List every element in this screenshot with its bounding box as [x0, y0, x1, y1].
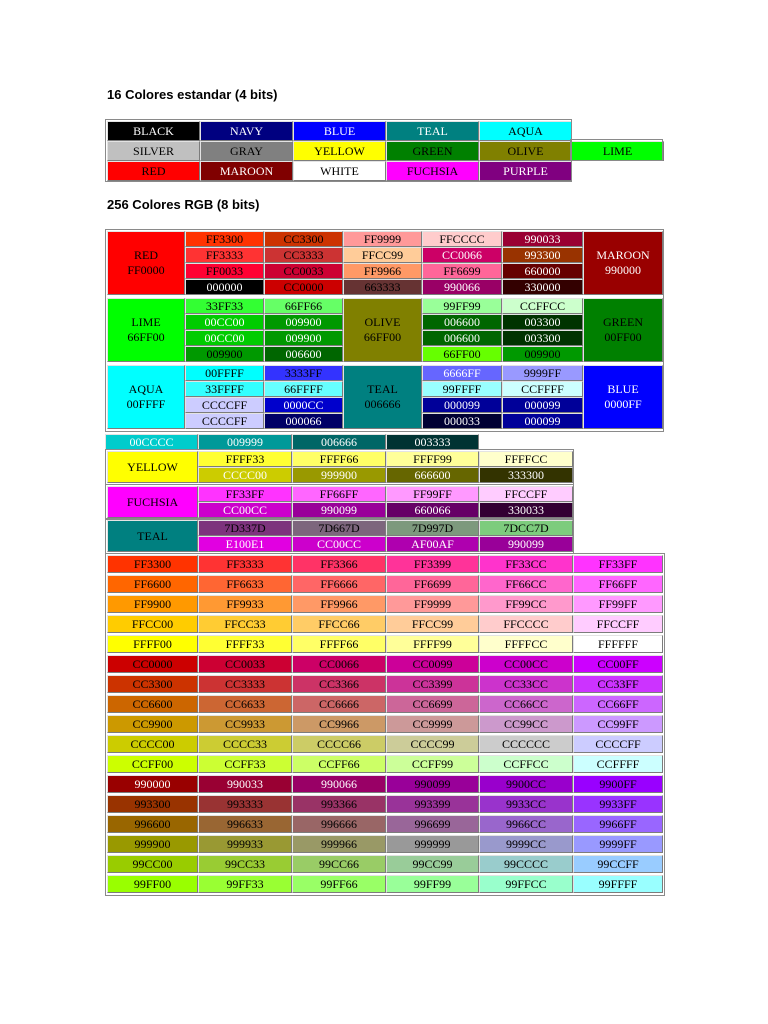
swatch-cc3399-code: CC3399 [412, 676, 453, 691]
swatch-6666ff-code: 6666FF [443, 365, 481, 380]
swatch-cc00cc-code: CC00CC [503, 656, 548, 671]
swatch-cc3366-code: CC3366 [318, 676, 359, 691]
swatch-fuchsia-label-label: FUCHSIA [126, 494, 179, 509]
swatch-3333ff-code: 3333FF [284, 365, 323, 380]
swatch-e100e1-code: E100E1 [225, 536, 265, 551]
standard-color-fuchsia-label: FUCHSIA [406, 163, 459, 178]
swatch-009900-code: 009900 [524, 346, 561, 361]
swatch-cccc00-code: CCCC00 [130, 736, 175, 751]
swatch-9933cc-code: 9933CC [505, 796, 546, 811]
swatch-66ffff-code: 66FFFF [284, 381, 323, 396]
swatch-9999cc-code: 9999CC [505, 836, 546, 851]
swatch-aqua-label-code: 00FFFF [126, 397, 166, 411]
swatch-ffcc66-code: FFCC66 [318, 616, 360, 631]
swatch-ff0033-code: FF0033 [205, 263, 244, 278]
swatch-ccccff-code: CCCCFF [595, 736, 641, 751]
swatch-000099-code: 000099 [524, 397, 561, 412]
swatch-7d337d-code: 7D337D [224, 520, 266, 535]
swatch-ff6699-code: FF6699 [413, 576, 452, 591]
swatch-cc3300-code: CC3300 [132, 676, 173, 691]
swatch-666600-code: 666600 [414, 467, 451, 482]
swatch-ccccff-code: CCCCFF [201, 413, 248, 428]
swatch-cc99cc-code: CC99CC [503, 716, 548, 731]
standard-color-maroon-label: MAROON [219, 163, 274, 178]
swatch-ccccff-code: CCCCFF [201, 397, 248, 412]
swatch-009900-code: 009900 [285, 314, 322, 329]
swatch-000066-code: 000066 [285, 413, 322, 428]
swatch-ffff66-code: FFFF66 [319, 451, 359, 466]
swatch-cccccc-code: CCCCCC [501, 736, 551, 751]
swatch-cc00ff-code: CC00FF [597, 656, 639, 671]
swatch-ff6666-code: FF6666 [320, 576, 358, 591]
swatch-9966ff-code: 9966FF [599, 816, 637, 831]
swatch-33ff33-code: 33FF33 [205, 298, 244, 313]
swatch-ccff33-code: CCFF33 [224, 756, 266, 771]
swatch-ccffcc-code: CCFFCC [503, 756, 549, 771]
swatch-ccff00-code: CCFF00 [131, 756, 174, 771]
swatch-990066-code: 990066 [444, 279, 480, 294]
standard-color-olive-label: OLIVE [507, 143, 544, 158]
swatch-ff66cc-code: FF66CC [505, 576, 547, 591]
standard-color-silver-label: SILVER [133, 143, 174, 158]
swatch-cccc99-code: CCCC99 [410, 736, 455, 751]
swatch-ffff33-code: FFFF33 [225, 636, 265, 651]
grid-frame [105, 553, 665, 896]
swatch-ccff99-code: CCFF99 [411, 756, 454, 771]
swatch-aqua-label-label: AQUA [128, 382, 164, 396]
swatch-cc33ff-code: CC33FF [597, 676, 639, 691]
swatch-999966-code: 999966 [321, 836, 357, 851]
swatch-99cc99-code: 99CC99 [412, 856, 453, 871]
group_teal-frame [105, 518, 574, 554]
swatch-000033-code: 000033 [444, 413, 480, 428]
standard-color-red-label: RED [141, 163, 166, 178]
swatch-ffff66-code: FFFF66 [319, 636, 359, 651]
swatch-ffffcc-code: FFFFCC [504, 636, 548, 651]
swatch-00cc00-code: 00CC00 [204, 314, 245, 329]
swatch-red-label-code: FF0000 [127, 263, 165, 277]
swatch-ffcc99-code: FFCC99 [361, 247, 404, 262]
swatch-ff9933-code: FF9933 [226, 596, 264, 611]
swatch-7dcc7d-code: 7DCC7D [503, 520, 549, 535]
swatch-99ffff-code: 99FFFF [598, 876, 638, 891]
swatch-cc9999-code: CC9999 [412, 716, 453, 731]
swatch-ffff99-code: FFFF99 [413, 636, 452, 651]
swatch-99ccff-code: 99CCFF [597, 856, 639, 871]
swatch-cc0033-code: CC0033 [283, 263, 324, 278]
swatch-000000-code: 000000 [206, 279, 243, 294]
swatch-663333-code: 663333 [364, 279, 401, 294]
swatch-9933ff-code: 9933FF [599, 796, 637, 811]
swatch-ff99ff-code: FF99FF [598, 596, 638, 611]
swatch-ff3300-code: FF3300 [205, 231, 244, 246]
swatch-330033-code: 330033 [508, 502, 544, 517]
swatch-cc33cc-code: CC33CC [503, 676, 548, 691]
swatch-99cc33-code: 99CC33 [224, 856, 265, 871]
swatch-9999ff-code: 9999FF [523, 365, 562, 380]
swatch-006666-code: 006666 [321, 434, 357, 449]
swatch-cc6633-code: CC6633 [224, 696, 265, 711]
swatch-ff3366-code: FF3366 [320, 556, 358, 571]
swatch-ffffcc-code: FFFFCC [504, 451, 548, 466]
swatch-9900cc-code: 9900CC [505, 776, 546, 791]
swatch-ccffcc-code: CCFFCC [519, 298, 566, 313]
swatch-ff99cc-code: FF99CC [505, 596, 547, 611]
swatch-ff33ff-code: FF33FF [225, 486, 265, 501]
swatch-006600-code: 006600 [285, 346, 322, 361]
swatch-ff6633-code: FF6633 [226, 576, 264, 591]
swatch-9999ff-code: 9999FF [599, 836, 637, 851]
swatch-993300-code: 993300 [524, 247, 561, 262]
swatch-33ffff-code: 33FFFF [205, 381, 244, 396]
swatch-maroon-label-code: 990000 [605, 263, 641, 277]
swatch-009999 [198, 434, 292, 450]
swatch-ff33cc-code: FF33CC [505, 556, 547, 571]
swatch-ff9966-code: FF9966 [363, 263, 402, 278]
swatch-olive-label-code: 66FF00 [363, 330, 402, 344]
swatch-99ff00-code: 99FF00 [133, 876, 172, 891]
swatch-009900-code: 009900 [285, 330, 322, 345]
swatch-cccc33-code: CCCC33 [222, 736, 267, 751]
swatch-660000-code: 660000 [524, 263, 561, 278]
swatch-003333 [386, 434, 479, 450]
standard-color-purple-label: PURPLE [503, 163, 548, 178]
swatch-cc6666-code: CC6666 [318, 696, 359, 711]
standard-color-teal-label: TEAL [417, 123, 448, 138]
swatch-ff3399-code: FF3399 [413, 556, 452, 571]
swatch-cc6699-code: CC6699 [412, 696, 453, 711]
swatch-red-label-label: RED [134, 248, 158, 262]
standard-color-navy-label: NAVY [229, 123, 264, 138]
swatch-660066-code: 660066 [414, 502, 451, 517]
swatch-999900-code: 999900 [134, 836, 171, 851]
swatch-009900-code: 009900 [206, 346, 243, 361]
swatch-cc99ff-code: CC99FF [597, 716, 639, 731]
swatch-cc0000-code: CC0000 [283, 279, 324, 294]
swatch-990033-code: 990033 [227, 776, 263, 791]
swatch-cc9900-code: CC9900 [132, 716, 173, 731]
swatch-990099-code: 990099 [321, 502, 357, 517]
group_fuchsia-frame [105, 484, 574, 520]
swatch-996666-code: 996666 [321, 816, 357, 831]
lime-cell-frame [570, 139, 663, 161]
swatch-990099-code: 990099 [508, 536, 544, 551]
swatch-ffcc33-code: FFCC33 [224, 616, 266, 631]
swatch-ff99ff-code: FF99FF [413, 486, 452, 501]
swatch-00cccc-code: 00CCCC [129, 434, 174, 449]
standard-color-gray-label: GRAY [230, 143, 263, 158]
group_yellow-frame [105, 449, 574, 485]
swatch-ffcc99-code: FFCC99 [411, 616, 454, 631]
heading-16-colors: 16 Colores estandar (4 bits) [107, 87, 278, 102]
swatch-cccc00-code: CCCC00 [222, 467, 267, 482]
swatch-cc00cc-code: CC00CC [316, 536, 361, 551]
swatch-00ffff-code: 00FFFF [205, 365, 244, 380]
swatch-99ffff-code: 99FFFF [442, 381, 482, 396]
swatch-990099-code: 990099 [414, 776, 451, 791]
swatch-99ff66-code: 99FF66 [320, 876, 358, 891]
standard-colors-frame [105, 119, 572, 182]
swatch-cc3333-code: CC3333 [224, 676, 265, 691]
swatch-006666 [292, 434, 386, 450]
standard-color-aqua-label: AQUA [508, 123, 543, 138]
swatch-yellow-label-label: YELLOW [127, 459, 178, 474]
swatch-99ff33-code: 99FF33 [226, 876, 264, 891]
swatch-ccffff-code: CCFFFF [521, 381, 564, 396]
swatch-996699-code: 996699 [414, 816, 451, 831]
swatch-ff3300-code: FF3300 [133, 556, 172, 571]
swatch-lime-label-code: 66FF00 [127, 330, 165, 344]
swatch-7d997d-code: 7D997D [411, 520, 454, 535]
swatch-000099-code: 000099 [524, 413, 561, 428]
swatch-cc9933-code: CC9933 [224, 716, 265, 731]
swatch-99cccc-code: 99CCCC [503, 856, 548, 871]
swatch-7d667d-code: 7D667D [318, 520, 360, 535]
swatch-green-label-label: GREEN [603, 315, 643, 329]
swatch-0000cc-code: 0000CC [283, 397, 324, 412]
swatch-cc00cc-code: CC00CC [222, 502, 267, 517]
swatch-006600-code: 006600 [444, 330, 480, 345]
swatch-000099-code: 000099 [444, 397, 480, 412]
swatch-ff9999-code: FF9999 [413, 596, 452, 611]
standard-color-lime-label: LIME [602, 143, 633, 158]
swatch-ccffff-code: CCFFFF [596, 756, 640, 771]
swatch-ffff99-code: FFFF99 [413, 451, 452, 466]
swatch-9900ff-code: 9900FF [599, 776, 637, 791]
swatch-99ff99-code: 99FF99 [413, 876, 452, 891]
swatch-99ffcc-code: 99FFCC [505, 876, 547, 891]
standard-color-blue-label: BLUE [323, 123, 356, 138]
swatch-99ff99-code: 99FF99 [443, 298, 481, 313]
swatch-333300-code: 333300 [508, 467, 544, 482]
swatch-teal-label-label: TEAL [137, 528, 168, 543]
swatch-999933-code: 999933 [227, 836, 263, 851]
swatch-cc0000-code: CC0000 [132, 656, 173, 671]
swatch-ff9999-code: FF9999 [363, 231, 402, 246]
swatch-maroon-label-label: MAROON [596, 248, 650, 262]
swatch-66ff66-code: 66FF66 [284, 298, 323, 313]
swatch-ffcccc-code: FFCCCC [503, 616, 549, 631]
swatch-cc6600-code: CC6600 [132, 696, 173, 711]
swatch-green-label-code: 00FF00 [604, 330, 642, 344]
swatch-blue-label-label: BLUE [607, 382, 639, 396]
swatch-af00af-code: AF00AF [411, 536, 454, 551]
swatch-ff3333-code: FF3333 [205, 247, 244, 262]
swatch-003300-code: 003300 [524, 330, 561, 345]
standard-color-black-label: BLACK [133, 123, 174, 138]
swatch-blue-label-code: 0000FF [604, 397, 642, 411]
swatch-66ff00-code: 66FF00 [443, 346, 481, 361]
swatch-teal-label-label: TEAL [367, 382, 398, 396]
swatch-cc0066-code: CC0066 [441, 247, 482, 262]
swatch-ffccff-code: FFCCFF [504, 486, 548, 501]
swatch-olive-label-label: OLIVE [364, 315, 401, 329]
swatch-ffccff-code: FFCCFF [596, 616, 640, 631]
standard-color-yellow-label: YELLOW [314, 143, 365, 158]
swatch-006600-code: 006600 [444, 314, 480, 329]
swatch-ffff00-code: FFFF00 [133, 636, 172, 651]
standard-color-white-label: WHITE [320, 163, 359, 178]
swatch-ff9966-code: FF9966 [320, 596, 358, 611]
swatch-00cc00-code: 00CC00 [204, 330, 245, 345]
swatch-ccff66-code: CCFF66 [318, 756, 360, 771]
swatch-ffcccc-code: FFCCCC [439, 231, 485, 246]
swatch-cc0066-code: CC0066 [318, 656, 359, 671]
heading-256-colors: 256 Colores RGB (8 bits) [107, 197, 260, 212]
swatch-009999-code: 009999 [227, 434, 263, 449]
swatch-ffff33-code: FFFF33 [225, 451, 265, 466]
swatch-99cc66-code: 99CC66 [318, 856, 359, 871]
swatch-993300-code: 993300 [134, 796, 171, 811]
swatch-993366-code: 993366 [321, 796, 357, 811]
swatch-cc3300-code: CC3300 [283, 231, 324, 246]
swatch-00cccc [105, 434, 198, 450]
swatch-ff6699-code: FF6699 [443, 263, 481, 278]
swatch-003333-code: 003333 [414, 434, 451, 449]
swatch-cc66cc-code: CC66CC [503, 696, 548, 711]
swatch-ffcc00-code: FFCC00 [131, 616, 174, 631]
swatch-ffffff-code: FFFFFF [597, 636, 639, 651]
standard-color-green-label: GREEN [412, 143, 453, 158]
swatch-990000-code: 990000 [134, 776, 171, 791]
swatch-990066-code: 990066 [321, 776, 357, 791]
swatch-cc66ff-code: CC66FF [597, 696, 639, 711]
swatch-lime-label-label: LIME [131, 315, 161, 329]
swatch-ff3333-code: FF3333 [226, 556, 264, 571]
swatch-ff33ff-code: FF33FF [598, 556, 638, 571]
swatch-003300-code: 003300 [524, 314, 561, 329]
swatch-990033-code: 990033 [524, 231, 561, 246]
swatch-999999-code: 999999 [414, 836, 451, 851]
swatch-996600-code: 996600 [134, 816, 171, 831]
swatch-ff66ff-code: FF66FF [598, 576, 638, 591]
swatch-ff6600-code: FF6600 [133, 576, 172, 591]
swatch-999900-code: 999900 [321, 467, 357, 482]
swatch-9966cc-code: 9966CC [505, 816, 546, 831]
swatch-cc0099-code: CC0099 [412, 656, 453, 671]
swatch-cc3333-code: CC3333 [283, 247, 324, 262]
swatch-993399-code: 993399 [414, 796, 451, 811]
swatch-993333-code: 993333 [227, 796, 263, 811]
swatch-cc9966-code: CC9966 [318, 716, 359, 731]
swatch-teal-label-code: 006666 [364, 397, 401, 411]
swatch-cccc66-code: CCCC66 [316, 736, 361, 751]
swatch-cc0033-code: CC0033 [224, 656, 265, 671]
swatch-ff66ff-code: FF66FF [319, 486, 359, 501]
swatch-996633-code: 996633 [227, 816, 263, 831]
rgb-top-frame [105, 229, 664, 432]
swatch-330000-code: 330000 [524, 279, 561, 294]
swatch-ff9900-code: FF9900 [133, 596, 172, 611]
swatch-99cc00-code: 99CC00 [132, 856, 173, 871]
